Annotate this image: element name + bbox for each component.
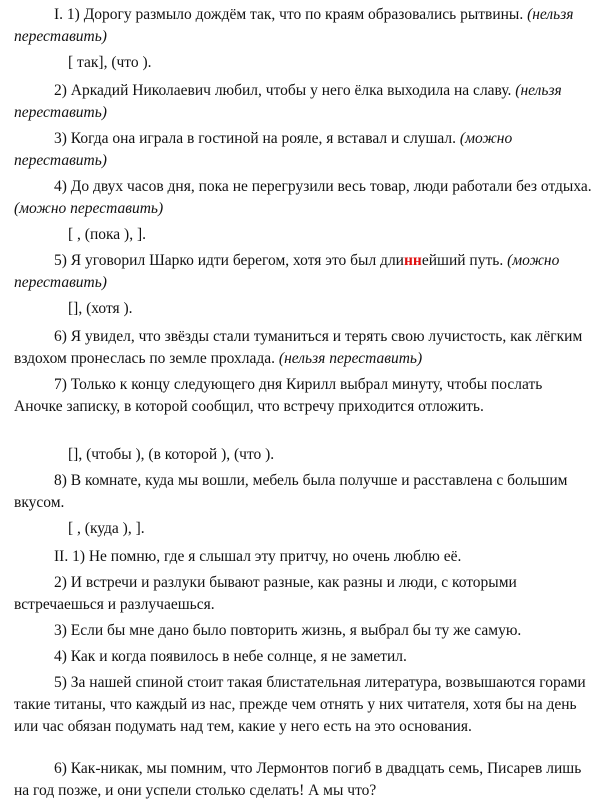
sentence-text: II. 1) Не помню, где я слышал эту притчу, но очень люблю её.: [54, 548, 462, 565]
sentence-1-4: [14, 176, 592, 220]
sentence-note: (нельзя переставить): [14, 6, 574, 45]
scheme-1-4: [ , (пока ), ].: [68, 226, 146, 243]
sentence-text: 2) Аркадий Николаевич любил, чтобы у него ёлка выходила на славу.: [54, 82, 512, 99]
sentence-text-before: 5) Я уговорил Шарко идти берегом, хотя это был дли: [54, 252, 404, 269]
sentence-2-2: [14, 572, 592, 616]
sentence-2-6: [14, 758, 592, 802]
sentence-1-3: [14, 128, 592, 172]
sentence-note: (нельзя переставить): [278, 350, 423, 367]
sentence-note: (можно переставить): [14, 252, 560, 291]
sentence-text: 4) До двух часов дня, пока не перегрузили весь товар, люди работали без отдыха.: [54, 178, 592, 195]
sentence-text: 3) Если бы мне дано было повторить жизнь, я выбрал бы ту же самую.: [54, 622, 522, 639]
sentence-1-7: [14, 374, 592, 418]
sentence-text: 4) Как и когда появилось в небе солнце, я не заметил.: [54, 648, 407, 665]
sentence-1-6: [14, 326, 592, 370]
scheme-1-8: [ , (куда ), ].: [68, 520, 145, 537]
sentence-text: 5) За нашей спиной стоит такая блистательная литература, возвышаются горами такие титаны, что каждый из нас, прежде чем отнять у них читателя, хотя бы на день или час обязан подумать над тем, какие у него есть на это основания.: [14, 674, 586, 735]
sentence-text: 8) В комнате, куда мы вошли, мебель была получше и расставлена с большим вкусом.: [14, 472, 568, 511]
sentence-2-5: [14, 672, 592, 738]
scheme-1-7: [], (чтобы ), (в которой ), (что ).: [68, 446, 275, 463]
sentence-note: (можно переставить): [14, 130, 513, 169]
sentence-text: 6) Как-никак, мы помним, что Лермонтов погиб в двадцать семь, Писарев лишь на год позже, и они успели столько сделать! А мы что?: [14, 760, 582, 799]
sentence-text: 6) Я увидел, что звёзды стали туманиться и терять свою лучистость, как лёгким вздохом пронеслась по земле прохлада.: [14, 328, 583, 367]
sentence-text-after: ейший путь.: [421, 252, 504, 269]
scheme-1-5: [], (хотя ).: [68, 300, 133, 317]
sentence-2-1: [14, 546, 592, 568]
sentence-1-8: [14, 470, 592, 514]
sentence-note: (можно переставить): [14, 200, 164, 217]
sentence-1-5: [14, 250, 592, 294]
sentence-2-3: [14, 620, 592, 642]
sentence-text: 7) Только к концу следующего дня Кирилл выбрал минуту, чтобы послать Аночке записку, в которой сообщил, что встречу приходится отложить.: [14, 376, 543, 415]
sentence-text: 3) Когда она играла в гостиной на рояле, я вставал и слушал.: [54, 130, 457, 147]
sentence-text: I. 1) Дорогу размыло дождём так, что по краям образовались рытвины.: [54, 6, 524, 23]
sentence-2-4: [14, 646, 592, 668]
sentence-text: 2) И встречи и разлуки бывают разные, как разны и люди, с которыми встречаешься и разлучаешься.: [14, 574, 517, 613]
scheme-1-1: [ так], (что ).: [68, 54, 152, 71]
sentence-1-1: [14, 4, 592, 48]
highlighted-letters: нн: [403, 252, 422, 269]
sentence-1-2: [14, 80, 592, 124]
sentence-note: (нельзя переставить): [14, 82, 562, 121]
